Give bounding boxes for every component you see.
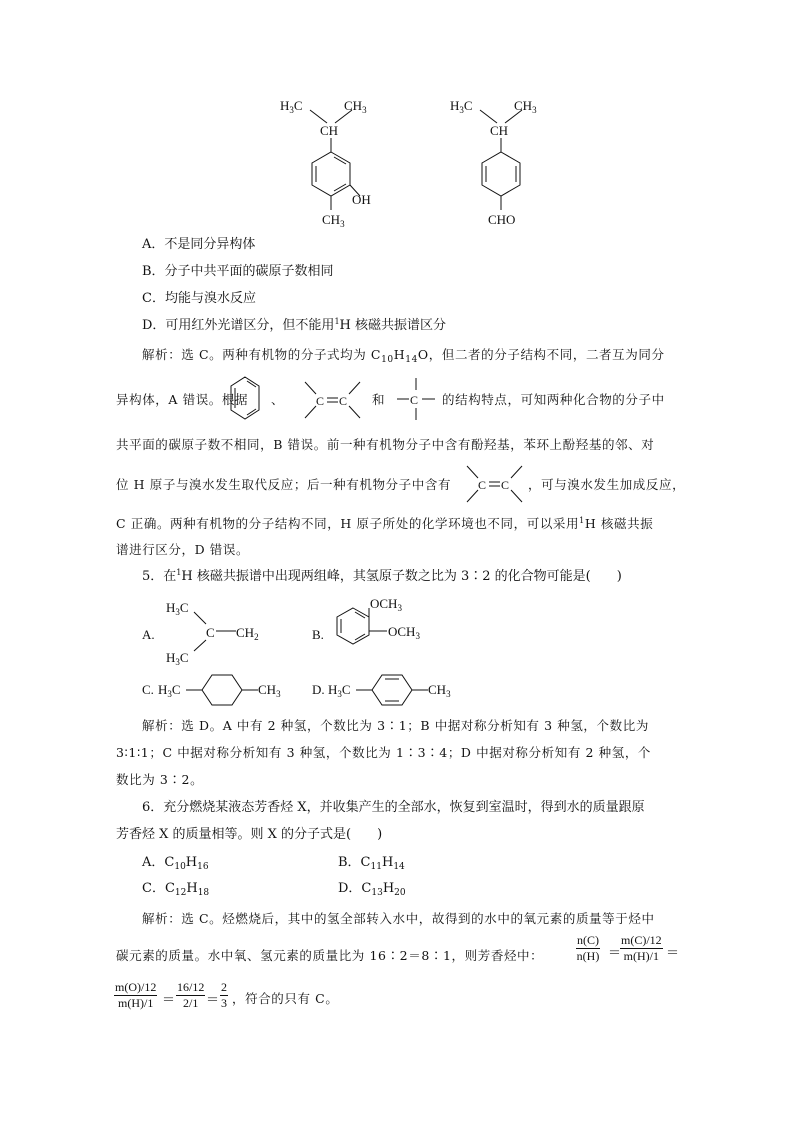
analysis-line: C 正确。两种有机物的分子结构不同，H 原子所处的化学环境也不同，可以采用$^1$H 核磁共振 xyxy=(116,516,654,531)
fraction-mc-mh: $\frac{m(C)/12}{m(H)/1}$ xyxy=(621,933,662,963)
analysis-line: 共平面的碳原子数不相同，B 错误。前一种有机物分子中含有酚羟基，苯环上酚羟基的邻、对 xyxy=(116,437,655,452)
analysis-line: 3∶1∶1；C 中据对称分析知有 3 种氢，个数比为 1∶3∶4；D 中据对称分析知有 2 种氢，个 xyxy=(116,745,652,760)
svg-text:CH3: $CH_3$ xyxy=(428,682,451,699)
label-h3c: $H_3C$ xyxy=(280,98,303,115)
svg-text:C: C xyxy=(316,394,325,408)
analysis-line: 谱进行区分，D 错误。 xyxy=(116,542,250,557)
q6-option-d: D．$C_{13}H_{20}$ xyxy=(338,881,406,898)
q5-structure-a xyxy=(160,596,270,668)
equals-sign: ＝ xyxy=(608,945,622,960)
analysis-line: 解析：选 C。烃燃烧后，其中的氢全部转入水中，故得到的水中的氧元素的质量等于烃中 xyxy=(142,911,655,926)
svg-text:C: C xyxy=(410,393,419,407)
label-ch: CH xyxy=(320,123,339,138)
option-b: B．分子中共平面的碳原子数相同 xyxy=(142,264,334,279)
label-ch3-bottom: $CH_3$ xyxy=(322,212,345,229)
option-c: C．均能与溴水反应 xyxy=(142,291,256,306)
analysis-line: 异构体，A 错误。根据 xyxy=(116,392,249,407)
analysis-line: 位 H 原子与溴水发生取代反应；后一种有机物分子中含有 xyxy=(116,477,452,492)
analysis-sep: 、 xyxy=(271,392,285,407)
svg-text:C: C xyxy=(478,478,487,492)
alkene-group-figure xyxy=(462,462,526,506)
analysis-line: 碳元素的质量。水中氧、氢元素的质量比为 16∶2＝8∶1，则芳香烃中： xyxy=(116,948,544,963)
benzene-ring-figure xyxy=(228,374,262,424)
svg-text:H3C: $H_3C$ xyxy=(328,682,351,699)
structure-thymol xyxy=(270,92,390,232)
svg-text:C: C xyxy=(339,394,348,408)
svg-text:C: C xyxy=(501,478,510,492)
alkene-group-figure xyxy=(300,378,364,422)
fraction-16-2: $\frac{16/12}{2/1}$ xyxy=(177,980,205,1010)
analysis-line: 解析：选 D。A 中有 2 种氢，个数比为 3∶1；B 中据对称分析知有 3 种氢，个数比为 xyxy=(142,718,649,733)
analysis-line: ，可与溴水发生加成反应， xyxy=(528,477,686,492)
equals-sign: ＝ xyxy=(666,945,680,960)
q5-option-a-label: A. xyxy=(142,627,155,642)
q6-option-c: C．$C_{12}H_{18}$ xyxy=(142,881,210,898)
svg-text:C: C xyxy=(206,625,215,640)
analysis-line: 解析：选 C。两种有机物的分子式均为 $C_{10}H_{14}O$，但二者的分子结构不同，二者互为同分 xyxy=(142,347,665,365)
q5-structure-c xyxy=(158,670,298,710)
option-d: D．可用红外光谱区分，但不能用$^1$H 核磁共振谱区分 xyxy=(142,317,447,333)
question-5-stem: 5．在$^1$H 核磁共振谱中出现两组峰，其氢原子数之比为 3∶2 的化合物可能是( ) xyxy=(142,568,622,584)
fraction-mo-mh: $\frac{m(O)/12}{m(H)/1}$ xyxy=(115,980,157,1010)
q6-option-b: B．$C_{11}H_{14}$ xyxy=(338,855,405,872)
label-oh: OH xyxy=(352,192,371,207)
analysis-line: 数比为 3∶2。 xyxy=(116,772,204,787)
tetrahedral-carbon-figure xyxy=(394,376,438,422)
label-ch3: $CH_3$ xyxy=(344,98,367,115)
fraction-nc-nh: $\frac{n(C)}{n(H)}$ xyxy=(576,933,600,963)
option-a: A．不是同分异构体 xyxy=(142,237,256,252)
analysis-line: 的结构特点，可知两种化合物的分子中 xyxy=(442,392,665,407)
equals-sign: ＝ xyxy=(206,992,220,1007)
structure-cuminaldehyde xyxy=(440,92,560,232)
question-6-stem: 芳香烃 X 的质量相等。则 X 的分子式是( ) xyxy=(116,827,383,842)
label-h3c: $H_3C$ xyxy=(450,98,473,115)
q5-option-c-label: C. xyxy=(142,682,154,697)
q5-option-d-label: D. xyxy=(312,682,325,697)
svg-text:CH2: $CH_2$ xyxy=(236,625,259,642)
question-6-stem: 6．充分燃烧某液态芳香烃 X，并收集产生的全部水，恢复到室温时，得到水的质量跟原 xyxy=(142,800,645,815)
svg-text:H3C: $H_3C$ xyxy=(158,682,181,699)
svg-text:H3C: $H_3C$ xyxy=(166,600,189,617)
fraction-2-3: $\frac{2}{3}$ xyxy=(221,980,227,1010)
label-ch3: $CH_3$ xyxy=(514,98,537,115)
svg-text:OCH3: $OCH_3$ xyxy=(370,596,402,613)
equals-sign: ＝ xyxy=(162,992,176,1007)
q6-option-a: A．$C_{10}H_{16}$ xyxy=(142,855,209,872)
analysis-and: 和 xyxy=(372,392,386,407)
q5-structure-d xyxy=(328,670,468,710)
label-ch: CH xyxy=(490,123,509,138)
svg-text:CH3: $CH_3$ xyxy=(258,682,281,699)
svg-text:H3C: $H_3C$ xyxy=(166,650,189,667)
label-cho: CHO xyxy=(488,212,516,227)
svg-text:OCH3: $OCH_3$ xyxy=(388,624,420,641)
q5-structure-b xyxy=(328,594,448,654)
q5-option-b-label: B. xyxy=(312,627,324,642)
analysis-line: ，符合的只有 C。 xyxy=(232,991,339,1006)
